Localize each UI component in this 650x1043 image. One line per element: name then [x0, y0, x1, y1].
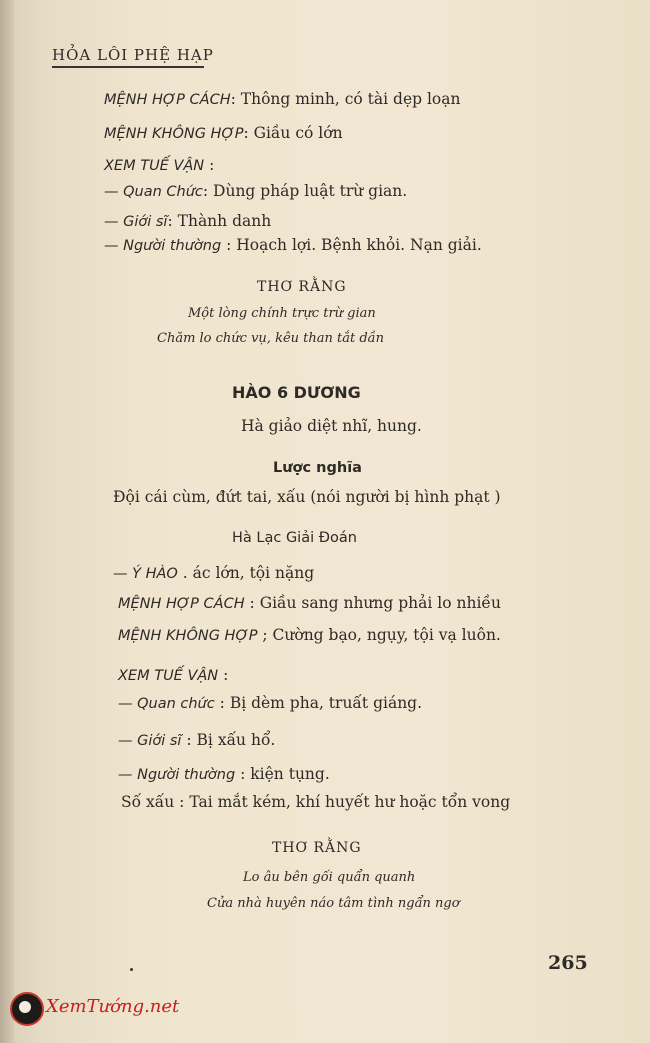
- hao-6-subtitle: Hà giảo diệt nhĩ, hung.: [241, 417, 422, 435]
- y-hao-line: — Ý HÀO . ác lớn, tội nặng: [113, 564, 315, 582]
- watermark-text: XemTướng.net: [46, 996, 180, 1017]
- poem-line: Chăm lo chức vụ, kêu than tắt dần: [157, 331, 384, 346]
- menh-khong-hop-line: MỆNH KHÔNG HỢP ; Cường bạo, ngụy, tội vạ luôn.: [118, 626, 501, 644]
- giai-doan-title: Hà Lạc Giải Đoán: [232, 530, 357, 546]
- luoc-nghia-text: Đội cái cùm, đứt tai, xấu (nói người bị hình phạt ): [113, 488, 501, 506]
- poem-line: Cửa nhà huyên náo tâm tình ngẩn ngơ: [207, 896, 460, 911]
- page-spine-shadow: [0, 0, 14, 1043]
- xem-tue-van-line: XEM TUẾ VẬN :: [118, 666, 229, 684]
- menh-hop-cach-line: MỆNH HỢP CÁCH: Thông minh, có tài dẹp loạn: [104, 90, 461, 108]
- gioi-si-line: — Giới sĩ : Bị xấu hổ.: [118, 731, 276, 749]
- running-header: HỎA LÔI PHỆ HẠP: [52, 46, 204, 68]
- nguoi-thuong-line: — Người thường : kiện tụng.: [118, 765, 330, 783]
- menh-hop-cach-line: MỆNH HỢP CÁCH : Giầu sang nhưng phải lo nhiều: [118, 594, 501, 612]
- so-xau-line: Số xấu : Tai mắt kém, khí huyết hư hoặc tổn vong: [121, 793, 511, 811]
- poem-line: Lo âu bên gối quẩn quanh: [243, 870, 416, 885]
- poem-line: Một lòng chính trực trừ gian: [188, 306, 376, 321]
- poem-title-1: THƠ RẰNG: [257, 279, 347, 295]
- xem-tue-van-line: XEM TUẾ VẬN :: [104, 156, 215, 174]
- ink-speck: [130, 968, 133, 971]
- menh-khong-hop-line: MỆNH KHÔNG HỢP: Giầu có lớn: [104, 124, 343, 142]
- poem-title-2: THƠ RẰNG: [272, 840, 362, 856]
- yin-yang-icon: [10, 992, 44, 1026]
- quan-chuc-line: — Quan Chức: Dùng pháp luật trừ gian.: [104, 182, 408, 200]
- page-number: 265: [548, 952, 588, 974]
- quan-chuc-line: — Quan chức : Bị dèm pha, truất giáng.: [118, 694, 423, 712]
- luoc-nghia-title: Lược nghĩa: [273, 460, 362, 476]
- hao-6-title: HÀO 6 DƯƠNG: [232, 383, 361, 402]
- nguoi-thuong-line: — Người thường : Hoạch lợi. Bệnh khỏi. Nạn giải.: [104, 236, 482, 254]
- gioi-si-line: — Giới sĩ: Thành danh: [104, 212, 272, 230]
- watermark-logo: [10, 990, 180, 1026]
